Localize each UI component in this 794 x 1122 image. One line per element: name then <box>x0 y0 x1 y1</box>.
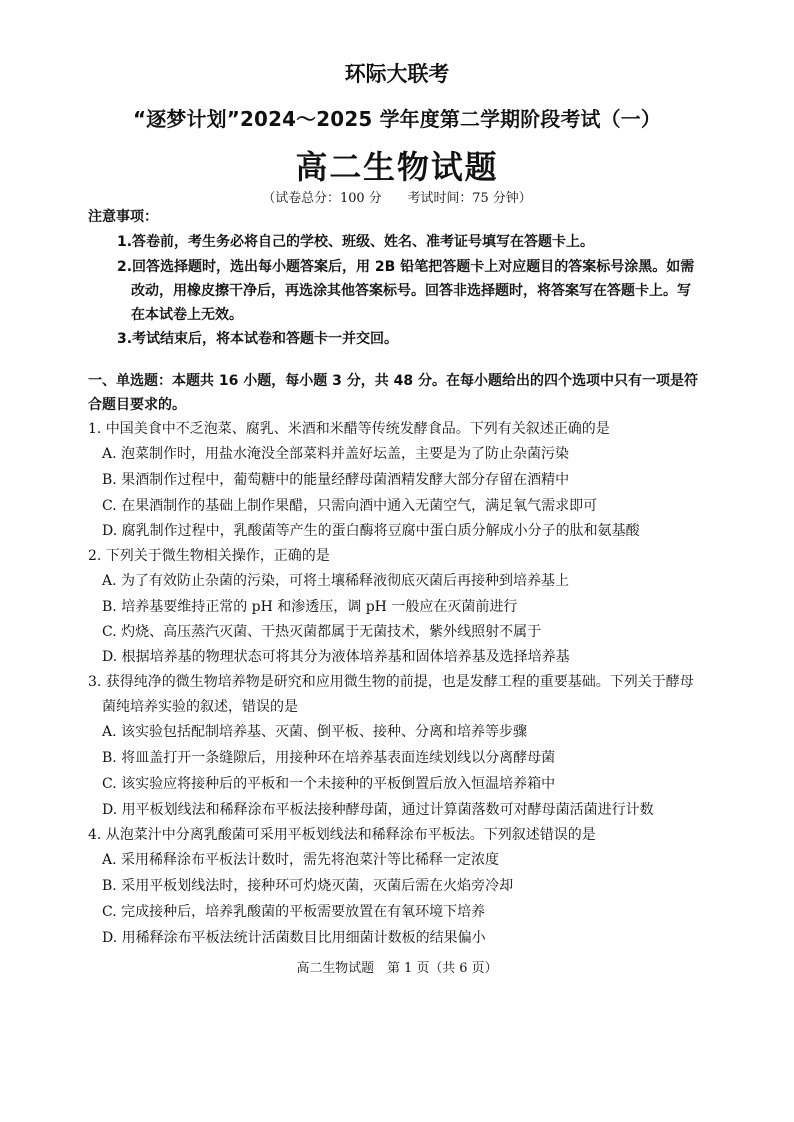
question-stem: 4. 从泡菜汁中分离乳酸菌可采用平板划线法和稀释涂布平板法。下列叙述错误的是 <box>88 827 596 843</box>
question-option: B. 将皿盖打开一条缝隙后，用接种环在培养基表面连续划线以分离酵母菌 <box>102 750 556 766</box>
question-option: D. 腐乳制作过程中，乳酸菌等产生的蛋白酶将豆腐中蛋白质分解成小分子的肽和氨基酸 <box>102 523 640 539</box>
page-footer: 高二生物试题 第 1 页（共 6 页） <box>296 961 498 976</box>
question-option: A. 该实验包括配制培养基、灭菌、倒平板、接种、分离和培养等步骤 <box>102 724 528 740</box>
question-option: C. 在果酒制作的基础上制作果醋，只需向酒中通入无菌空气，满足氧气需求即可 <box>102 498 598 514</box>
question-stem-continuation: 菌纯培养实验的叙述，错误的是 <box>102 699 298 715</box>
question-option: C. 灼烧、高压蒸汽灭菌、干热灭菌都属于无菌技术，紫外线照射不属于 <box>102 624 542 640</box>
question-option: A. 泡菜制作时，用盐水淹没全部菜料并盖好坛盖，主要是为了防止杂菌污染 <box>102 446 570 462</box>
question-stem: 2. 下列关于微生物相关操作，正确的是 <box>88 548 330 564</box>
notice-item: 2.回答选择题时，选出每小题答案后，用 2B 铅笔把答题卡上对应题目的答案标号涂黑。如需 <box>117 259 695 275</box>
question-option: C. 完成接种后，培养乳酸菌的平板需要放置在有氧环境下培养 <box>102 904 486 920</box>
question-option: B. 果酒制作过程中，葡萄糖中的能量经酵母菌酒精发酵大部分存留在酒精中 <box>102 472 570 488</box>
question-option: A. 为了有效防止杂菌的污染，可将土壤稀释液彻底灭菌后再接种到培养基上 <box>102 573 570 589</box>
notice-item-continuation: 在本试卷上无效。 <box>131 307 243 323</box>
question-stem: 1. 中国美食中不乏泡菜、腐乳、米酒和米醋等传统发酵食品。下列有关叙述正确的是 <box>88 421 610 437</box>
notice-title: 注意事项： <box>88 209 158 225</box>
notice-item: 3.考试结束后，将本试卷和答题卡一并交回。 <box>117 331 399 347</box>
exam-title: “逐梦计划”2024～2025 学年度第二学期阶段考试（一） <box>133 107 661 131</box>
question-option: C. 该实验应将接种后的平板和一个未接种的平板倒置后放入恒温培养箱中 <box>102 776 556 792</box>
question-option: B. 培养基要维持正常的 pH 和渗透压，调 pH 一般应在灭菌前进行 <box>102 599 518 615</box>
exam-series-title: 环际大联考 <box>344 62 450 86</box>
question-option: D. 用平板划线法和稀释涂布平板法接种酵母菌，通过计算菌落数可对酵母菌活菌进行计数 <box>102 802 654 818</box>
subject-title: 高二生物试题 <box>295 148 499 186</box>
notice-item: 1.答卷前，考生务必将自己的学校、班级、姓名、准考证号填写在答题卡上。 <box>117 234 595 250</box>
notice-item-continuation: 改动，用橡皮擦干净后，再选涂其他答案标号。回答非选择题时，将答案写在答题卡上。写 <box>131 283 691 299</box>
question-option: D. 用稀释涂布平板法统计活菌数目比用细菌计数板的结果偏小 <box>102 930 486 946</box>
section-heading: 一、单选题：本题共 16 小题，每小题 3 分，共 48 分。在每小题给出的四个选项中只有一项是符 <box>88 373 698 389</box>
question-option: B. 采用平板划线法时，接种环可灼烧灭菌，灭菌后需在火焰旁冷却 <box>102 878 514 894</box>
question-stem: 3. 获得纯净的微生物培养物是研究和应用微生物的前提，也是发酵工程的重要基础。下列关于酵母 <box>88 674 694 690</box>
question-option: A. 采用稀释涂布平板法计数时，需先将泡菜汁等比稀释一定浓度 <box>102 852 500 868</box>
exam-info: （试卷总分：100 分 考试时间：75 分钟） <box>262 191 532 206</box>
section-heading-continuation: 合题目要求的。 <box>88 397 186 413</box>
question-option: D. 根据培养基的物理状态可将其分为液体培养基和固体培养基及选择培养基 <box>102 649 570 665</box>
